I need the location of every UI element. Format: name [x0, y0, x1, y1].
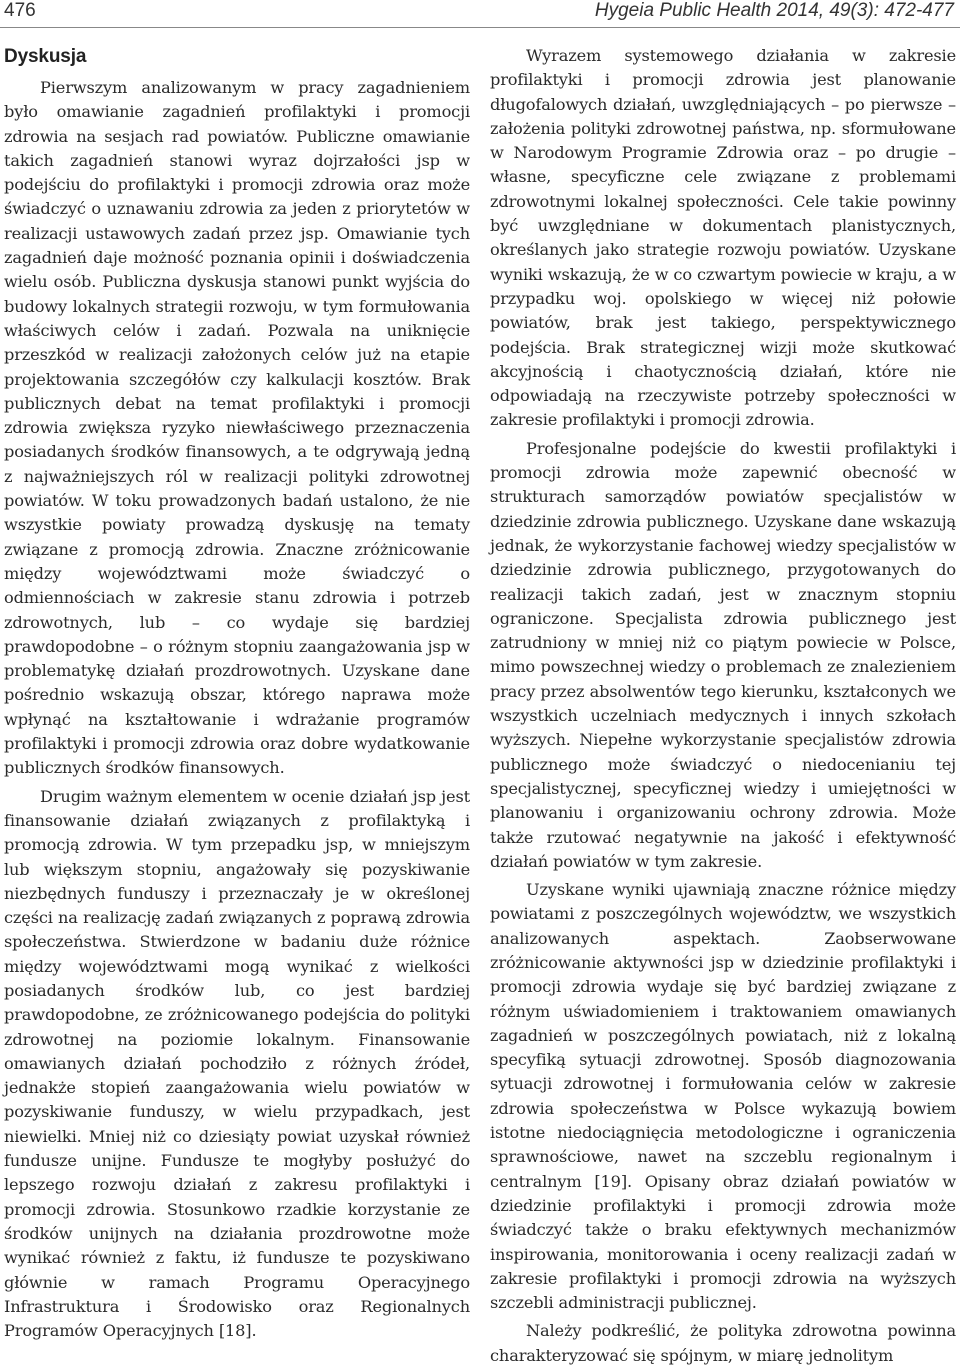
paragraph: Profesjonalne podejście do kwestii profilaktyki i promocji zdrowia może zapewnić obecność w strukturach samorządów powiatów specjalistów w dziedzinie zdrowia publicznego. Uzyskane dane wskazują jednak, że wykorzystanie fachowej wiedzy specjalistów w dziedzinie zdrowia publicznego, przygotowanych do realizacji takich zadań, jest w znacznym stopniu ograniczone. Specjalista zdrowia publicznego jest zatrudniony w mniej niż co piątym powiecie w Polsce, mimo powszechnej wiedzy o problemach ze znalezieniem pracy przez absolwentów tego kierunku, kształconych we wszystkich uczelniach medycznych i innych szkołach wyższych. Niepełne wykorzystanie specjalistów zdrowia publicznego może świadczyć o niedocenianiu tej specjalistycznej, specyficznej wiedzy i umiejętności w planowaniu i organizowaniu ochrony zdrowia. Może także rzutować negatywnie na jakość i efektywność działań powiatów w tym zakresie. — [490, 438, 956, 871]
right-column — [490, 44, 956, 1372]
page-number: 476 — [4, 0, 36, 21]
header-divider — [0, 27, 960, 28]
paragraph: Uzyskane wyniki ujawniają znaczne różnice między powiatami z poszczególnych województw, we wszystkich analizowanych aspektach. Zaobserwowane zróżnicowanie aktywności jsp w dziedzinie profilaktyki i promocji zdrowia wydaje się być bardziej związane z różnym uświadomieniem i traktowaniem omawianych zagadnień w poszczególnych powiatach, niż z lokalną specyfiką sytuacji zdrowotnej. Sposób diagnozowania sytuacji zdrowotnej i formułowania celów w zakresie zdrowia społeczeństwa w Polsce wykazują bowiem istotne niedociągnięcia metodologiczne i ograniczenia sprawnościowe, nawet na szczeblu regionalnym i centralnym [19]. Opisany obraz działań powiatów w dziedzinie profilaktyki i promocji zdrowia może świadczyć także o braku efektywnych mechanizmów inspirowania, monitorowania i oceny realizacji zadań w zakresie profilaktyki i promocji zdrowia na wyższych szczebli administracji publicznej. — [490, 880, 956, 1313]
paragraph: Drugim ważnym elementem w ocenie działań jsp jest finansowanie działań związanych z profilaktyką i promocją zdrowia. W tym przepadku jsp, w mniejszym lub większym stopniu, angażowały się pozyskiwanie niezbędnych funduszy i przeznaczały je w określonej części na realizację zadań związanych z poprawą zdrowia społeczeństwa. Stwierdzone w badaniu duże różnice między województwami mogą wynikać z wielkości posiadanych środków lub, co jest bardziej prawdopodobne, ze zróżnicowanego podejścia do polityki zdrowotnej na poziomie lokalnym. Finansowanie omawianych działań pochodziło z różnych źródeł, jednakże stopień zaangażowania wielu powiatów w pozyskiwanie funduszy, w wielu przypadkach, jest niewielki. Mniej niż co dziesiąty powiat uzyskał również fundusze unijne. Fundusze te mogłyby posłużyć do lepszego rozwoju działań z zakresu profilaktyki i promocji zdrowia. Stosunkowo rzadkie korzystanie ze środków unijnych na działania prozdrowotne może wynikać również z faktu, iż fundusze te pozyskiwano głównie w ramach Programu Operacyjnego Infrastruktura i Środowisko oraz Regionalnych Programów Operacyjnych [18]. — [4, 786, 470, 1341]
section-heading: Dyskusja — [4, 46, 87, 67]
paragraph: Należy podkreślić, że polityka zdrowotna powinna charakteryzować się spójnym, w miarę jednolitym — [490, 1321, 956, 1365]
left-column — [4, 44, 470, 1347]
journal-reference: Hygeia Public Health 2014, 49(3): 472-477 — [594, 0, 954, 21]
paragraph: Pierwszym analizowanym w pracy zagadnieniem było omawianie zagadnień profilaktyki i promocji zdrowia na sesjach rad powiatów. Publiczne omawianie takich zagadnień stanowi wyraz dojrzałości jsp w podejściu do profilaktyki i promocji zdrowia oraz może świadczyć o uznawaniu zdrowia za jeden z priorytetów w realizacji ustawowych zadań przez jsp. Omawianie tych zagadnień daje możność poznania opinii i doświadczenia wielu osób. Publiczna dyskusja stanowi punkt wyjścia do budowy lokalnych strategii rozwoju, w tym formułowania właściwych celów i zadań. Pozwala na uniknięcie przeszkód w realizacji założonych celów już na etapie projektowania szczegółów czy kalkulacji kosztów. Brak publicznych debat na temat profilaktyki i promocji zdrowia zwiększa ryzyko niewłaściwego przeznaczenia posiadanych środków finansowych, a te odgrywają jedną z najważniejszych ról w realizacji polityki zdrowotnej powiatów. W toku prowadzonych badań ustalono, że nie wszystkie powiaty prowadzą dyskusję na tematy związane z promocją zdrowia. Znaczne zróżnicowanie między województwami może świadczyć o odmiennościach w zakresie stanu zdrowia i potrzeb zdrowotnych, lub – co wydaje się bardziej prawdopodobne – o różnym stopniu zaangażowania jsp w problematykę działań prozdrowotnych. Uzyskane dane pośrednio wskazują obszar, którego naprawa może wpłynąć na kształtowanie i wdrażanie programów profilaktyki i promocji zdrowia oraz dobre wydatkowanie publicznych środków finansowych. — [4, 78, 470, 778]
paragraph: Wyrazem systemowego działania w zakresie profilaktyki i promocji zdrowia jest planowanie długofalowych działań, uwzględniających – po pierwsze – założenia polityki zdrowotnej państwa, np. sformułowane w Narodowym Programie Zdrowia oraz – po drugie – własne, specyficzne cele związane z problemami zdrowotnymi lokalnej społeczności. Cele takie powinny być uwzględniane w dokumentach planistycznych, określanych jako strategie rozwoju powiatów. Uzyskane wyniki wskazują, że w co czwartym powiecie w kraju, a w przypadku woj. opolskiego w więcej niż połowie powiatów, brak jest takiego, perspektywicznego podejścia. Brak strategicznej wizji może skutkować akcyjnością i chaotycznością działań, które nie odpowiadają na rzeczywiste potrzeby społeczności w zakresie profilaktyki i promocji zdrowia. — [490, 46, 956, 430]
